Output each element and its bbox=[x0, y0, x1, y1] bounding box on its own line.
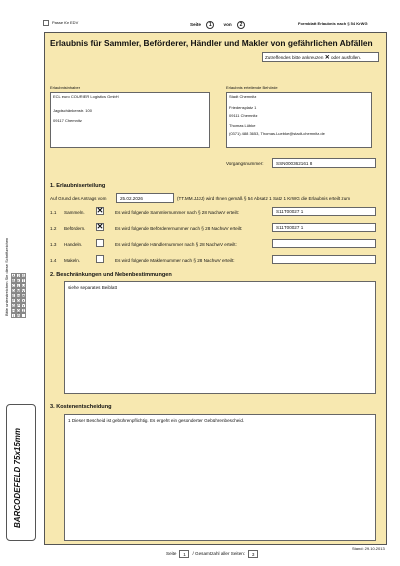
grid-cell: Q bbox=[17, 309, 20, 313]
broker-number-field[interactable] bbox=[272, 255, 376, 264]
collect-checkbox[interactable]: ✕ bbox=[96, 206, 104, 215]
grid-cell: W bbox=[22, 294, 26, 298]
page-total: 2 bbox=[237, 21, 245, 29]
grid-row bbox=[11, 313, 26, 318]
row-text: Es wird folgende Sammlernummer nach § 28 NachwV erteilt: bbox=[115, 210, 240, 215]
grid-cell: I bbox=[11, 313, 16, 318]
row-number: 1.1 bbox=[50, 210, 57, 215]
grid-cell: R bbox=[17, 314, 20, 318]
grid-cell: V bbox=[22, 289, 25, 293]
authority-address-box[interactable] bbox=[226, 92, 372, 148]
transport-checkbox[interactable]: ✕ bbox=[96, 222, 104, 231]
form-title: Erlaubnis für Sammler, Beförderer, Händler und Makler von gefährlichen Abfällen bbox=[50, 38, 373, 48]
grid-caption: Bitte unterstreichen Sie diese Schriftzeichen bbox=[4, 237, 9, 316]
holder-line: ECL euro COURIER Logistics GmbH bbox=[53, 94, 119, 99]
transporter-number-field[interactable]: S11T00027 1 bbox=[272, 223, 376, 232]
barcode-label: BARCODEFELD 75x15mm bbox=[13, 427, 22, 528]
grid-cell bbox=[21, 313, 26, 318]
grid-cell: B bbox=[12, 279, 15, 283]
row-label-collect: Sammeln. bbox=[64, 210, 85, 215]
grid-cell: E bbox=[12, 294, 15, 298]
hint-box bbox=[262, 52, 379, 62]
grid-cell: T bbox=[22, 279, 25, 283]
authority-line: (0371) 488 3653, Thomas.Luebke@stadt-chemnitz.de bbox=[229, 131, 325, 137]
holder-address-box[interactable] bbox=[50, 92, 210, 148]
section3-title: 3. Kostenentscheidung bbox=[50, 404, 112, 410]
grid-cell: J bbox=[17, 274, 20, 278]
grid-cell: D bbox=[12, 289, 15, 293]
page-label: Seite bbox=[190, 22, 201, 27]
grid-cell: G bbox=[12, 304, 15, 308]
row-text: Es wird folgende Händlernummer nach § 28 NachwV erteilt: bbox=[115, 242, 237, 247]
row-number: 1.2 bbox=[50, 226, 57, 231]
grid-cell: A bbox=[12, 274, 15, 278]
footer-total-label: / Gesamtzahl aller Seiten: bbox=[192, 551, 246, 557]
authority-line: Friedensplatz 1 bbox=[229, 104, 257, 110]
application-date-field[interactable]: 25.02.2026 bbox=[116, 193, 174, 203]
row-label-broker: Makeln. bbox=[64, 258, 81, 263]
authority-line: Stadt Chemnitz bbox=[229, 94, 257, 99]
application-date-label: Auf Grund des Antrags vom bbox=[50, 196, 107, 201]
form-name: Formblatt Erlaubnis nach § 54 KrWG bbox=[298, 21, 368, 26]
footer-page-label: Seite bbox=[166, 551, 177, 557]
edv-checkbox-label: Passe für EDV bbox=[52, 20, 79, 25]
broker-checkbox[interactable] bbox=[96, 255, 104, 263]
grid-cell: P bbox=[17, 304, 20, 308]
restrictions-textarea[interactable]: siehe separates Beiblatt bbox=[64, 281, 376, 394]
row-number: 1.3 bbox=[50, 242, 57, 247]
stand-date: Stand: 29.10.2013 bbox=[352, 546, 385, 551]
grid-cell: Y bbox=[22, 304, 25, 308]
application-intro-rest: (TT.MM.JJJJ) wird Ihnen gemäß § 54 Absatz 1 Satz 1 KrWG die Erlaubnis erteilt zum bbox=[177, 196, 351, 201]
section1-title: 1. Erlaubniserteilung bbox=[50, 183, 106, 189]
authority-line: Thomas Lübke bbox=[229, 123, 256, 129]
holder-line: Jagdschänkenstr. 100 bbox=[53, 108, 92, 114]
grid-cell: X bbox=[22, 299, 25, 303]
trade-checkbox[interactable] bbox=[96, 239, 104, 247]
grid-cell: M bbox=[17, 289, 20, 293]
grid-cell: O bbox=[17, 299, 20, 303]
authority-label: Erlaubnis erteilende Behörde bbox=[226, 85, 278, 90]
row-label-transport: Befördern. bbox=[64, 226, 86, 231]
page-indicator bbox=[190, 21, 245, 29]
holder-label: Erlaubnisinhaber bbox=[50, 85, 81, 90]
grid-cell: F bbox=[12, 299, 15, 303]
grid-cell: H bbox=[12, 309, 15, 313]
row-text: Es wird folgende Maklernummer nach § 28 NachwV erteilt: bbox=[115, 258, 235, 263]
grid-cell: S bbox=[22, 274, 25, 278]
grid-cell: K bbox=[17, 279, 20, 283]
collector-number-field[interactable]: S11T00027 1 bbox=[272, 207, 376, 216]
authority-line: 09111 Chemnitz bbox=[229, 112, 258, 118]
costs-textarea[interactable]: 1 Dieser Bescheid ist gebührenpflichtig. Es ergeht ein gesonderter Gebührenbescheid. bbox=[64, 414, 376, 541]
trader-number-field[interactable] bbox=[272, 239, 376, 248]
row-label-trade: Handeln. bbox=[64, 242, 83, 247]
cross-icon: ✕ bbox=[324, 54, 330, 61]
edv-checkbox[interactable] bbox=[43, 20, 49, 26]
grid-cell: L bbox=[17, 284, 20, 288]
row-number: 1.4 bbox=[50, 258, 57, 263]
hint-text: Zutreffendes bitte ankreuzen bbox=[265, 54, 324, 60]
footer-page-number[interactable]: 1 bbox=[179, 550, 189, 558]
grid-cell: U bbox=[22, 284, 25, 288]
page-number: 1 bbox=[206, 21, 214, 29]
footer-total-pages[interactable]: 3 bbox=[248, 550, 258, 558]
proceeding-label: Vorgangsnummer: bbox=[226, 161, 264, 166]
hint-text-after: oder ausfüllen. bbox=[331, 54, 362, 60]
of-label: von bbox=[223, 22, 232, 27]
character-grid bbox=[11, 273, 26, 318]
grid-cell: C bbox=[12, 284, 15, 288]
row-text: Es wird folgende Beförderernummer nach § 28 NachwV erteilt: bbox=[115, 226, 243, 231]
holder-line: 09117 Chemnitz bbox=[53, 117, 82, 123]
section2-title: 2. Beschränkungen und Nebenbestimmungen bbox=[50, 272, 172, 278]
proceeding-number-field[interactable]: SSN000362161 8 bbox=[272, 158, 376, 168]
page-footer bbox=[166, 550, 258, 558]
grid-cell: Z bbox=[22, 309, 25, 313]
grid-cell: N bbox=[17, 294, 20, 298]
